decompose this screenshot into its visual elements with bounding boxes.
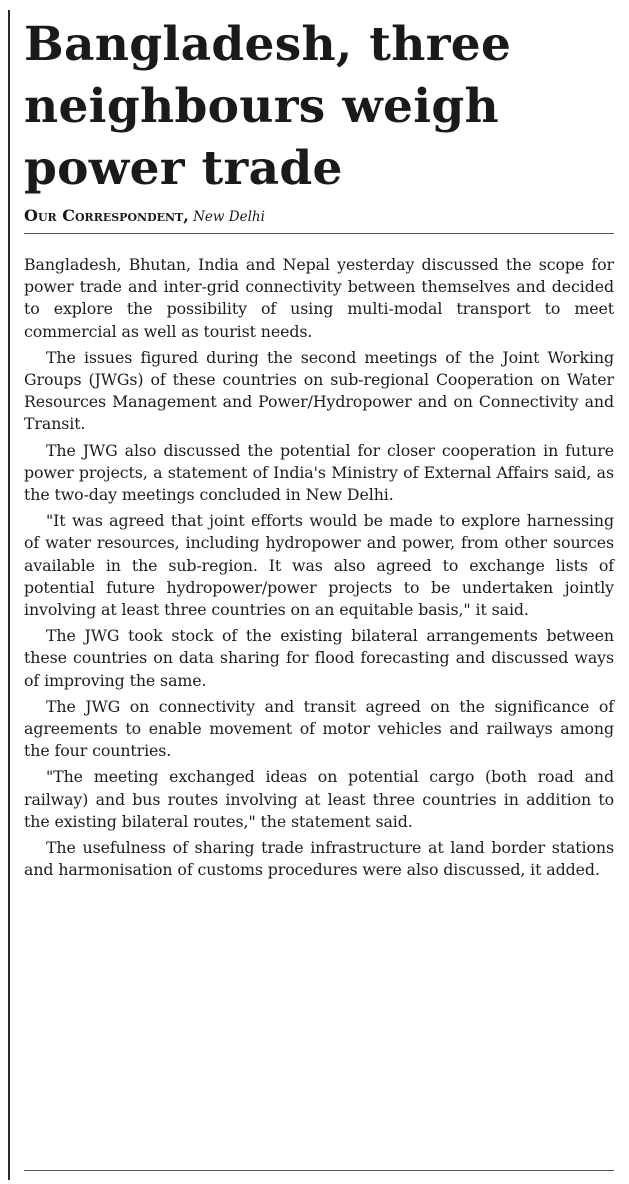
byline-dateline: New Delhi <box>193 209 265 225</box>
paragraph: Bangladesh, Bhutan, India and Nepal yesterday discussed the scope for power trade and inter-grid connectivity between themselves and decided to explore the possibility of using multi-modal transport to meet commercial as well as tourist needs. <box>24 255 614 341</box>
news-article <box>24 14 614 885</box>
paragraph: "It was agreed that joint efforts would be made to explore harnessing of water resources, including hydropower and power, from other sources available in the sub-region. It was also agreed to exchange lists of potential future hydropower/power projects to be undertaken jointly involving at least three countries on an equitable basis," it said. <box>24 511 614 620</box>
byline-author: Our Correspondent, <box>24 206 189 225</box>
paragraph: "The meeting exchanged ideas on potential cargo (both road and railway) and bus routes involving at least three countries in addition to the existing bilateral routes," the statement said. <box>24 767 614 831</box>
paragraph: The issues figured during the second meetings of the Joint Working Groups (JWGs) of these countries on sub-regional Cooperation on Water Resources Management and Power/Hydropower and on Connectivity and Transit. <box>24 347 614 434</box>
article-body <box>24 254 614 881</box>
bottom-divider <box>24 1170 614 1171</box>
headline <box>24 14 614 200</box>
headline-line: neighbours weigh <box>24 79 499 134</box>
paragraph: The JWG on connectivity and transit agreed on the significance of agreements to enable movement of motor vehicles and railways among the four countries. <box>24 696 614 761</box>
byline-divider <box>24 233 614 234</box>
headline-line: power trade <box>24 141 343 196</box>
paragraph: The JWG also discussed the potential for closer cooperation in future power projects, a statement of India's Ministry of External Affairs said, as the two-day meetings concluded in New Delhi. <box>24 440 614 505</box>
paragraph: The JWG took stock of the existing bilateral arrangements between these countries on data sharing for flood forecasting and discussed ways of improving the same. <box>24 626 614 690</box>
headline-line: Bangladesh, three <box>24 17 512 72</box>
byline <box>24 206 614 227</box>
left-column-rule <box>8 10 10 1180</box>
paragraph: The usefulness of sharing trade infrastructure at land border stations and harmonisation of customs procedures were also discussed, it added. <box>24 838 614 880</box>
